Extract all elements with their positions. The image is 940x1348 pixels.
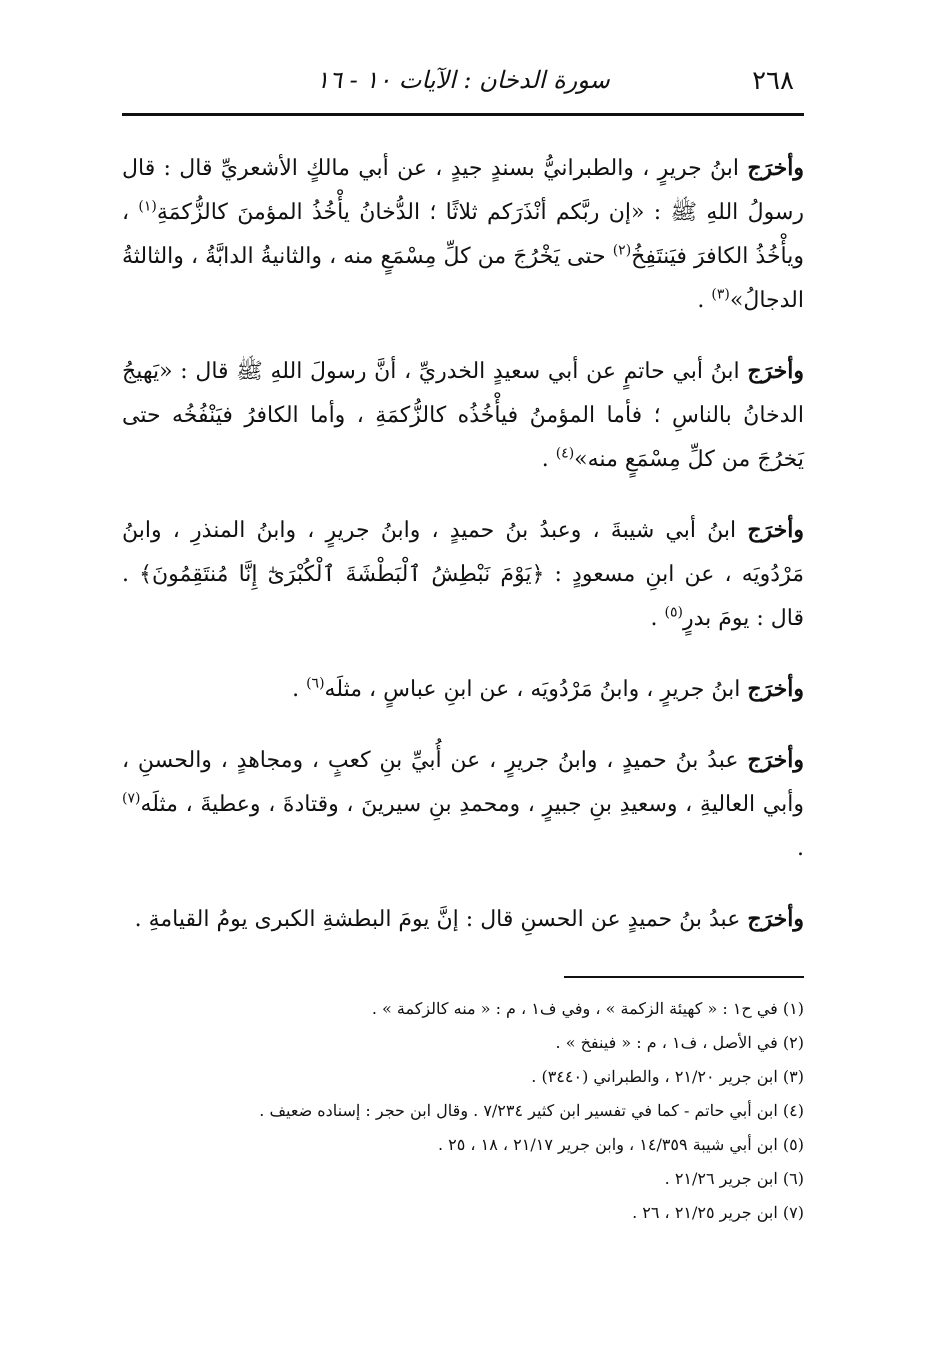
paragraph-text: ابنُ أبي حاتمٍ عن أبي سعيدٍ الخدريِّ ، أنَّ رسولَ اللهِ ﷺ قال : «يَهيجُ الدخانُ بالناسِ ؛ فأما المؤمنُ فيأْخُذُه كالزُّكمَةِ ، وأما الكافرُ فيَنْفُخُه حتى يَخرُجَ من كلِّ مِسْمَعٍ منه» (122, 359, 804, 472)
paragraph (122, 667, 804, 712)
footnote: (٤) ابن أبي حاتم - كما في تفسير ابن كثير ٧/٢٣٤ . وقال ابن حجر : إسناده ضعيف . (259, 1101, 804, 1120)
header-title: سورة الدخان : الآيات ١٠ - ١٦ (316, 66, 610, 94)
footnotes-list (122, 992, 804, 1230)
paragraph-lead: وأخرَج (747, 747, 804, 773)
paragraph-text: ، ويأْخُذُ الكافرَ فيَنتَفِخُ (122, 200, 804, 269)
footnote-reference: (٦) (306, 675, 325, 692)
paragraph (122, 738, 804, 871)
paragraph-lead: وأخرَج (747, 676, 804, 702)
running-header (122, 60, 804, 104)
footnote-reference: (٢) (612, 242, 632, 259)
paragraph-lead: وأخرَج (747, 358, 804, 384)
footnote-reference: (٣) (711, 286, 730, 303)
footnote: (٥) ابن أبي شيبة ١٤/٣٥٩ ، وابن جرير ٢١/١٧ ، ١٨ ، ٢٥ . (437, 1135, 804, 1154)
paragraph-lead: وأخرَج (747, 155, 804, 181)
footnote: (٦) ابن جرير ٢١/٢٦ . (664, 1169, 804, 1188)
footnote: (١) في ح١ : « كهيئة الزكمة » ، وفي ف١ ، م : « منه كالزكمة » . (371, 999, 804, 1018)
book-page (122, 60, 804, 1230)
body-text (122, 146, 804, 942)
paragraph-lead: وأخرَج (747, 517, 804, 543)
paragraph-text: ابنُ أبي شيبةَ ، وعبدُ بنُ حميدٍ ، وابنُ جريرٍ ، وابنُ المنذرِ ، وابنُ مَرْدُويَه ، عن ابنِ مسعودٍ : ﴿يَوْمَ نَبْطِشُ ٱلْبَطْشَةَ ٱلْكُبْرَىٰٓ إِنَّا مُنتَقِمُونَ﴾ . قال : يومَ بدرٍ (122, 518, 804, 631)
paragraph-text: ابنُ جريرٍ ، والطبرانيُّ بسندٍ جيدٍ ، عن أبي مالكٍ الأشعريِّ قال : قال رسولُ اللهِ ﷺ : «إن ربَّكم أنْذَرَكم ثلاثًا ؛ الدُّخانُ يأْخُذُ المؤمنَ كالزُّكمَةِ (122, 156, 804, 225)
paragraph-text: . (650, 606, 665, 631)
footnote-reference: (٥) (664, 604, 683, 621)
paragraph-text: عبدُ بنُ حميدٍ عن الحسنِ قال : إنَّ يومَ البطشةِ الكبرى يومُ القيامةِ . (134, 907, 748, 932)
paragraph (122, 349, 804, 482)
footnote: (٧) ابن جرير ٢١/٢٥ ، ٢٦ . (632, 1203, 804, 1222)
paragraph-lead: وأخرَج (747, 906, 804, 932)
footnote: (٣) ابن جرير ٢١/٢٠ ، والطبراني (٣٤٤٠) . (531, 1067, 804, 1086)
paragraph-text: . (541, 447, 556, 472)
paragraph (122, 508, 804, 641)
paragraph (122, 146, 804, 323)
footnote-reference: (١) (138, 198, 157, 215)
paragraph-text: . (797, 836, 804, 861)
footnote: (٢) في الأصل ، ف١ ، م : « فينفخ » . (555, 1033, 804, 1052)
paragraph-text: ابنُ جريرٍ ، وابنُ مَرْدُويَه ، عن ابنِ عباسٍ ، مثلَه (324, 677, 748, 702)
footnote-reference: (٤) (555, 445, 575, 462)
paragraph-text: عبدُ بنُ حميدٍ ، وابنُ جريرٍ ، عن أُبيِّ بنِ كعبٍ ، ومجاهدٍ ، والحسنِ ، وأبي العاليةِ ، وسعيدِ بنِ جبيرٍ ، ومحمدِ بنِ سيرينَ ، وقتادةَ ، وعطيةَ ، مثلَه (122, 748, 804, 817)
paragraph (122, 897, 804, 942)
paragraph-text: . (292, 677, 307, 702)
paragraph-text: حتى يَخْرُجَ من كلِّ مِسْمَعٍ منه ، والثانيةُ الدابَّةُ ، والثالثةُ الدجالُ» (122, 244, 804, 313)
footnote-reference: (٧) (122, 790, 141, 807)
page-number: ٢٦٨ (752, 66, 794, 96)
footnote-separator (564, 976, 804, 978)
paragraph-text: . (697, 288, 712, 313)
header-rule (122, 113, 804, 116)
